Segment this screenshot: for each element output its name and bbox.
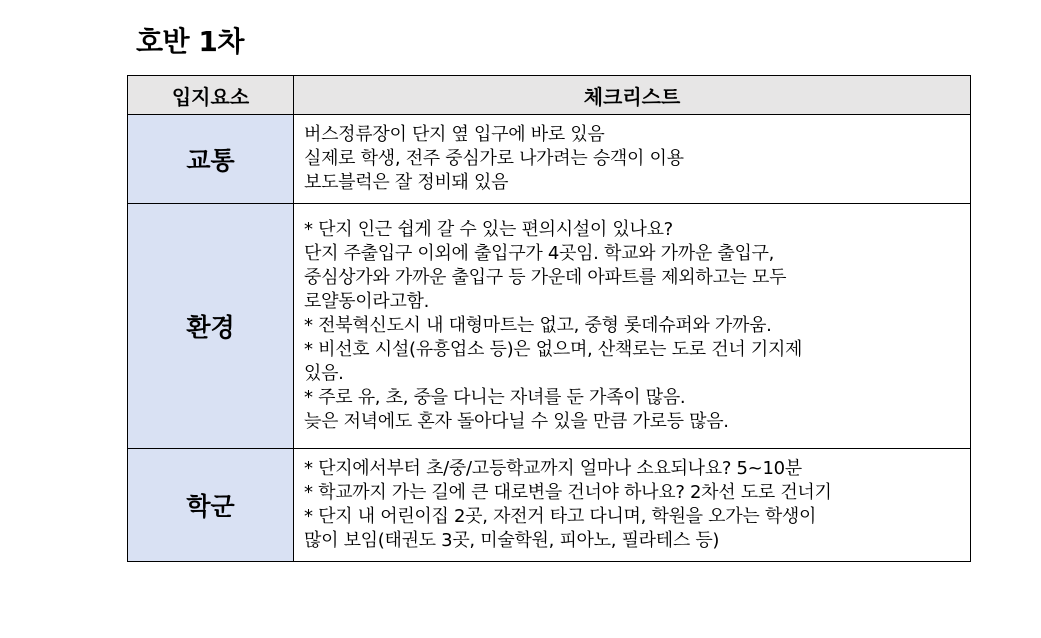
factor-cell: 환경	[128, 204, 294, 449]
page-title: 호반 1차	[136, 25, 244, 58]
checklist-table	[127, 75, 971, 562]
column-header-factor: 입지요소	[128, 76, 294, 115]
checklist-cell: * 단지에서부터 초/중/고등학교까지 얼마나 소요되나요? 5~10분 * 학교까지 가는 길에 큰 대로변을 건너야 하나요? 2차선 도로 건너기 * 단지 내 어린이집 2곳, 자전거 타고 다니며, 학원을 오가는 학생이 많이 보임(태권도 3곳, 미술학원, 피아노, 필라테스 등)	[294, 449, 971, 562]
checklist-cell: * 단지 인근 쉽게 갈 수 있는 편의시설이 있나요? 단지 주출입구 이외에 출입구가 4곳임. 학교와 가까운 출입구, 중심상가와 가까운 출입구 등 가운데 아파트를 제외하고는 모두 로얄동이라고함. * 전북혁신도시 내 대형마트는 없고, 중형 롯데슈퍼와 가까움. * 비선호 시설(유흥업소 등)은 없으며, 산책로는 도로 건너 기지제 있음. * 주로 유, 초, 중을 다니는 자녀를 둔 가족이 많음. 늦은 저녁에도 혼자 돌아다닐 수 있을 만큼 가로등 많음.	[294, 204, 971, 449]
column-header-checklist: 체크리스트	[294, 76, 971, 115]
table-row-transport	[128, 115, 971, 204]
checklist-cell: 버스정류장이 단지 옆 입구에 바로 있음 실제로 학생, 전주 중심가로 나가려는 승객이 이용 보도블럭은 잘 정비돼 있음	[294, 115, 971, 204]
table-row-school-district	[128, 449, 971, 562]
table-header-row	[128, 76, 971, 115]
factor-cell: 교통	[128, 115, 294, 204]
table-row-environment	[128, 204, 971, 449]
factor-cell: 학군	[128, 449, 294, 562]
